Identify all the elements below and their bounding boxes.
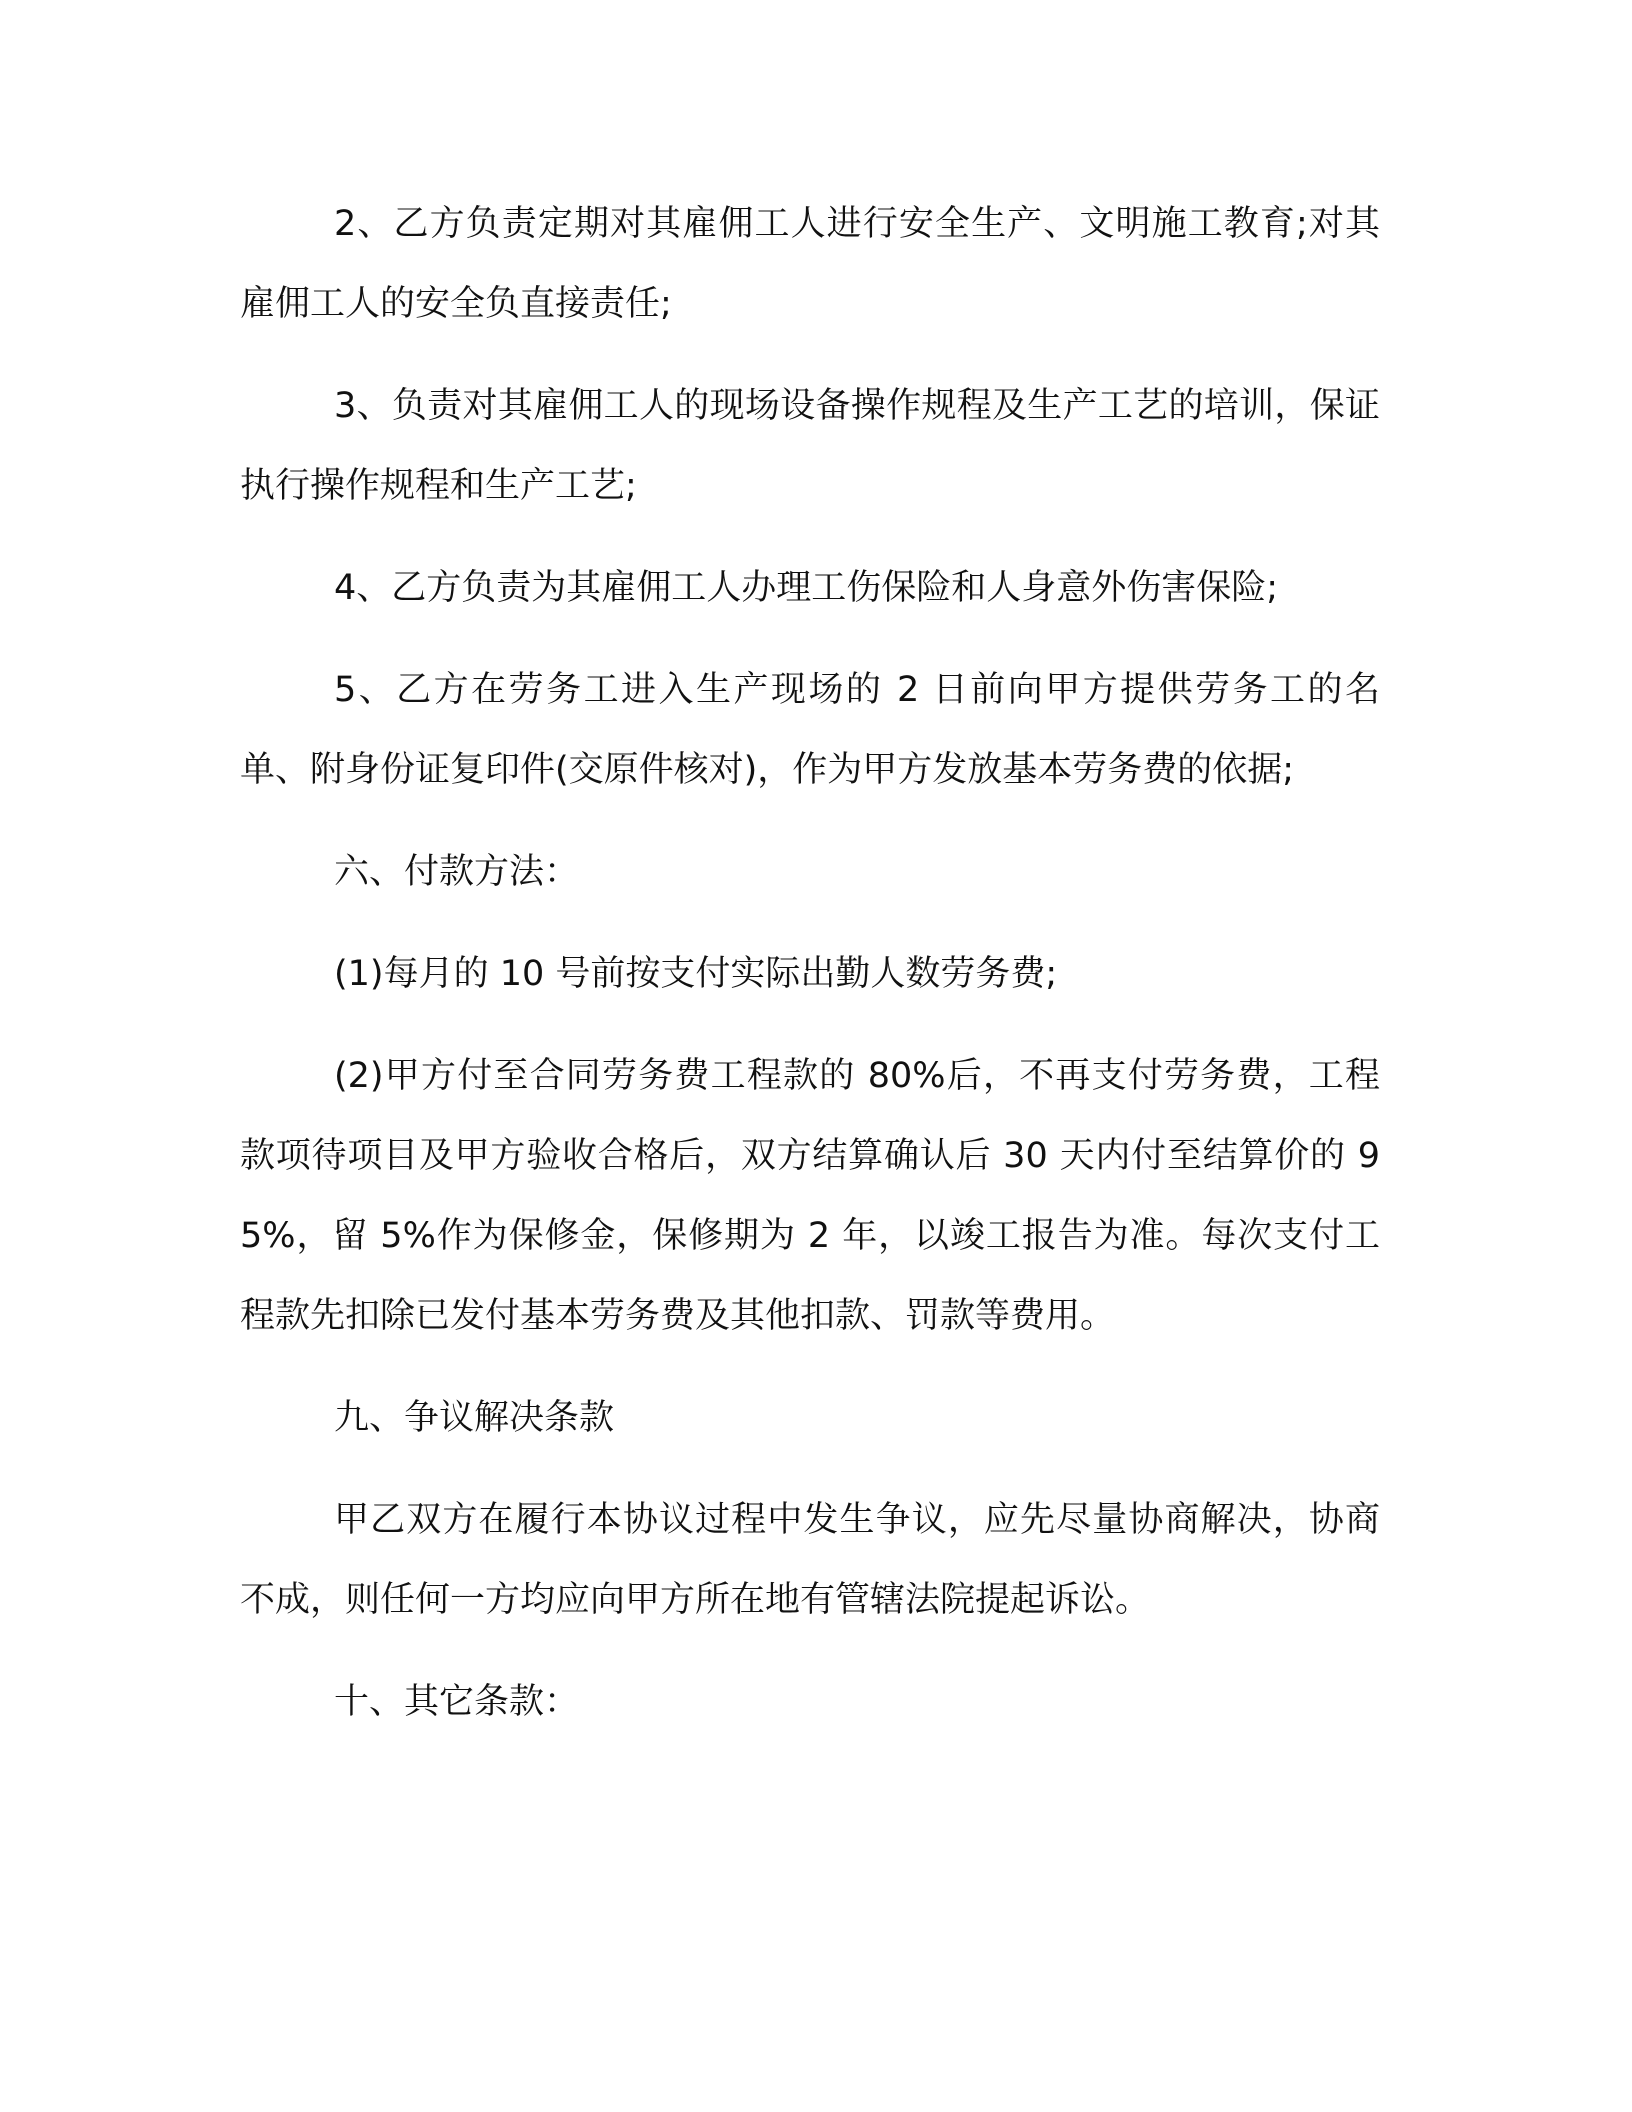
section-heading-other: 十、其它条款： — [334, 1682, 580, 1722]
section-heading-payment: 六、付款方法： — [334, 852, 580, 892]
payment-item-1: (1)每月的 10 号前按支付实际出勤人数劳务费; — [334, 954, 1058, 994]
clause-3-training: 3、负责对其雇佣工人的现场设备操作规程及生产工艺的培训，保证执行操作规程和生产工艺; — [240, 386, 1380, 506]
section-heading-dispute: 九、争议解决条款 — [334, 1398, 615, 1438]
clause-2-safety-education: 2、乙方负责定期对其雇佣工人进行安全生产、文明施工教育;对其雇佣工人的安全负直接责任; — [240, 204, 1380, 324]
dispute-clause: 甲乙双方在履行本协议过程中发生争议，应先尽量协商解决，协商不成，则任何一方均应向甲方所在地有管辖法院提起诉讼。 — [240, 1500, 1380, 1620]
clause-4-insurance: 4、乙方负责为其雇佣工人办理工伤保险和人身意外伤害保险; — [334, 568, 1279, 608]
clause-5-worker-list: 5、乙方在劳务工进入生产现场的 2 日前向甲方提供劳务工的名单、附身份证复印件(交原件核对)，作为甲方发放基本劳务费的依据; — [240, 670, 1380, 790]
document-body — [240, 184, 1380, 1764]
payment-item-2: (2)甲方付至合同劳务费工程款的 80%后，不再支付劳务费，工程款项待项目及甲方验收合格后，双方结算确认后 30 天内付至结算价的 95%，留 5%作为保修金，保修期为 2 年，以竣工报告为准。每次支付工程款先扣除已发付基本劳务费及其他扣款、罚款等费用。 — [240, 1056, 1380, 1336]
